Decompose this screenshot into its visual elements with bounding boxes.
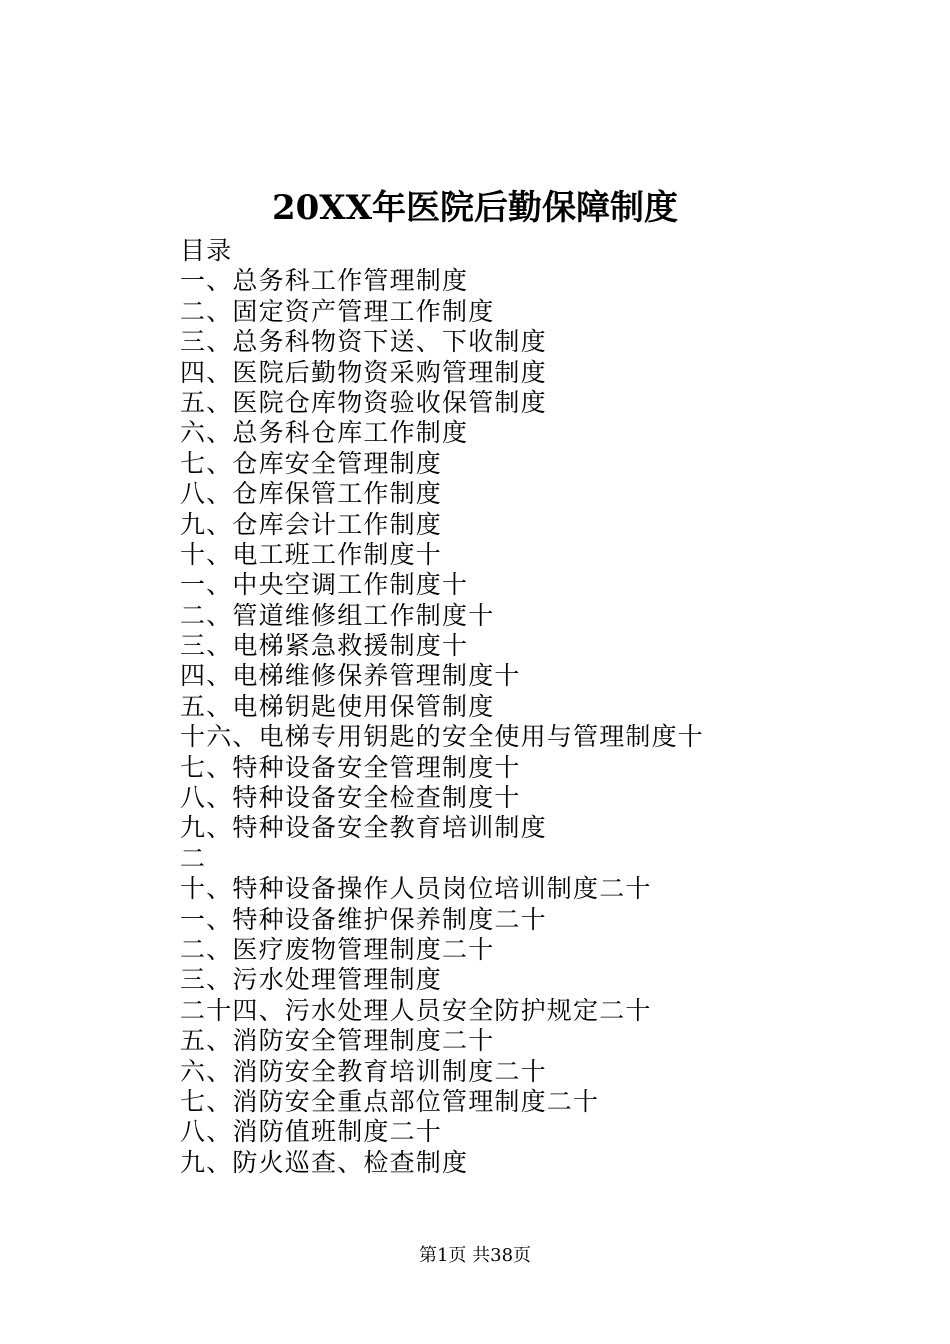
toc-line: 二、固定资产管理工作制度 [180,296,495,326]
toc-line: 十、特种设备操作人员岗位培训制度二十 [180,874,652,904]
toc-line: 九、防火巡查、检查制度 [180,1147,469,1177]
toc-heading: 目录 [180,236,233,265]
toc-line: 一、中央空调工作制度十 [180,570,469,600]
toc-line: 八、消防值班制度二十 [180,1117,443,1147]
toc-line: 四、电梯维修保养管理制度十 [180,661,521,691]
toc-line: 六、总务科仓库工作制度 [180,418,469,448]
toc-line: 十六、电梯专用钥匙的安全使用与管理制度十 [180,722,705,752]
toc-line: 三、电梯紧急救援制度十 [180,631,469,661]
toc-line: 五、消防安全管理制度二十 [180,1026,495,1056]
toc-line: 一、总务科工作管理制度 [180,266,469,296]
toc-line: 一、特种设备维护保养制度二十 [180,904,547,934]
toc-line: 八、仓库保管工作制度 [180,479,443,509]
toc-line: 七、特种设备安全管理制度十 [180,752,521,782]
toc-line: 九、特种设备安全教育培训制度 [180,813,547,843]
page-indicator: 第1页 共38页 [418,1245,532,1266]
table-of-contents [180,236,880,1178]
document-title: 20XX年医院后勤保障制度 [271,188,679,228]
toc-line: 三、污水处理管理制度 [180,965,443,995]
page-footer [0,1244,950,1268]
toc-line: 七、消防安全重点部位管理制度二十 [180,1086,600,1116]
toc-line: 十、电工班工作制度十 [180,539,443,569]
toc-line: 六、消防安全教育培训制度二十 [180,1056,547,1086]
toc-line: 五、医院仓库物资验收保管制度 [180,387,547,417]
toc-line: 七、仓库安全管理制度 [180,448,443,478]
toc-line: 二 [180,843,207,873]
toc-line: 八、特种设备安全检查制度十 [180,783,521,813]
toc-line: 五、电梯钥匙使用保管制度 [180,691,495,721]
toc-line: 四、医院后勤物资采购管理制度 [180,357,547,387]
toc-line: 九、仓库会计工作制度 [180,509,443,539]
toc-line: 二十四、污水处理人员安全防护规定二十 [180,995,652,1025]
toc-line: 二、医疗废物管理制度二十 [180,934,495,964]
toc-line: 三、总务科物资下送、下收制度 [180,327,547,357]
toc-line: 二、管道维修组工作制度十 [180,600,495,630]
